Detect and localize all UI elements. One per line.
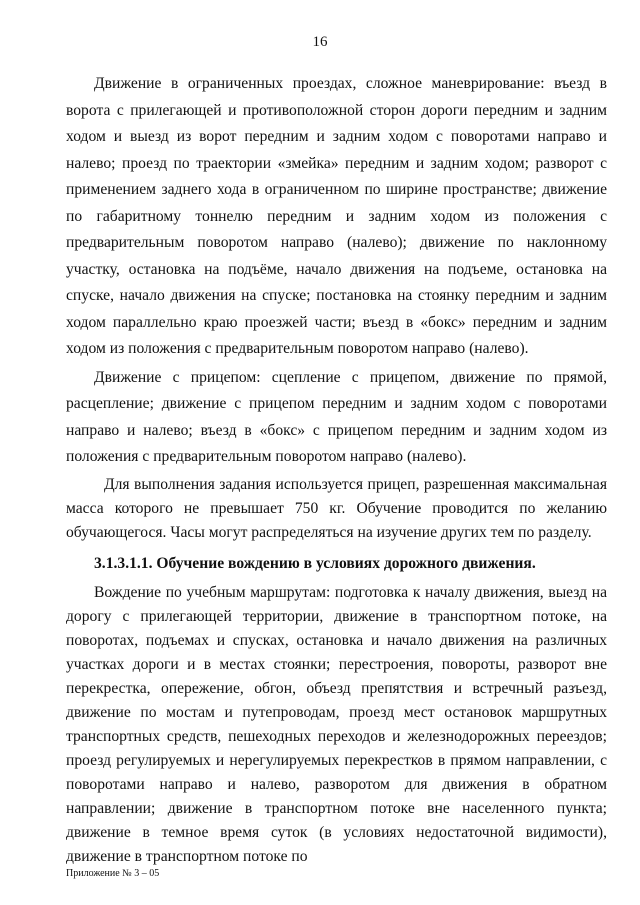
paragraph-routes: Вождение по учебным маршрутам: подготовка к началу движения, выезд на дорогу с прилегающей территории, движение в транспортном потоке, на поворотах, подъемах и спусках, остановка и начало движения на различных участках дороги и в местах стоянки; перестроения, повороты, разворот вне перекрестка, опережение, обгон, объезд препятствия и встречный разъезд, движение по мостам и путепроводам, проезд мест остановок маршрутных транспортных средств, пешеходных переходов и железнодорожных переездов; проезд регулируемых и нерегулируемых перекрестков в прямом направлении, с поворотами направо и налево, разворотом для движения в обратном направлении; движение в транспортном потоке вне населенного пункта; движение в темное время суток (в условиях недостаточной видимости), движение в транспортном потоке по [66, 584, 607, 865]
paragraph-trailer-note: Для выполнения задания используется прицеп, разрешенная максимальная масса которого не превышает 750 кг. Обучение проводится по желанию обучающегося. Часы могут распределяться на изучение других тем по разделу. [66, 475, 607, 541]
page-number: 16 [312, 34, 328, 50]
paragraph-trailer: Движение с прицепом: сцепление с прицепом, движение по прямой, расцепление; движение с прицепом передним и задним ходом с поворотами направо и налево; въезд в «бокс» с прицепом передним и задним ходом из положения с предварительным поворотом направо (налево). [66, 368, 607, 465]
section-heading: 3.1.3.1.1. Обучение вождению в условиях дорожного движения. [94, 554, 536, 572]
document-body [66, 71, 607, 869]
paragraph-maneuvering: Движение в ограниченных проездах, сложное маневрирование: въезд в ворота с прилегающей и противоположной сторон дороги передним и задним ходом и выезд из ворот передним и задним ходом с поворотами направо и налево; проезд по траектории «змейка» передним и задним ходом; разворот с применением заднего хода в ограниченном по ширине пространстве; движение по габаритному тоннелю передним и задним ходом из положения с предварительным поворотом направо (налево); движение по наклонному участку, остановка на подъёме, начало движения на подъеме, остановка на спуске, начало движения на спуске; постановка на стоянку передним и задним ходом параллельно краю проезжей части; въезд в «бокс» передним и задним ходом из положения с предварительным поворотом направо (налево). [66, 75, 607, 357]
page-footer: Приложение № 3 – 05 [66, 868, 160, 879]
